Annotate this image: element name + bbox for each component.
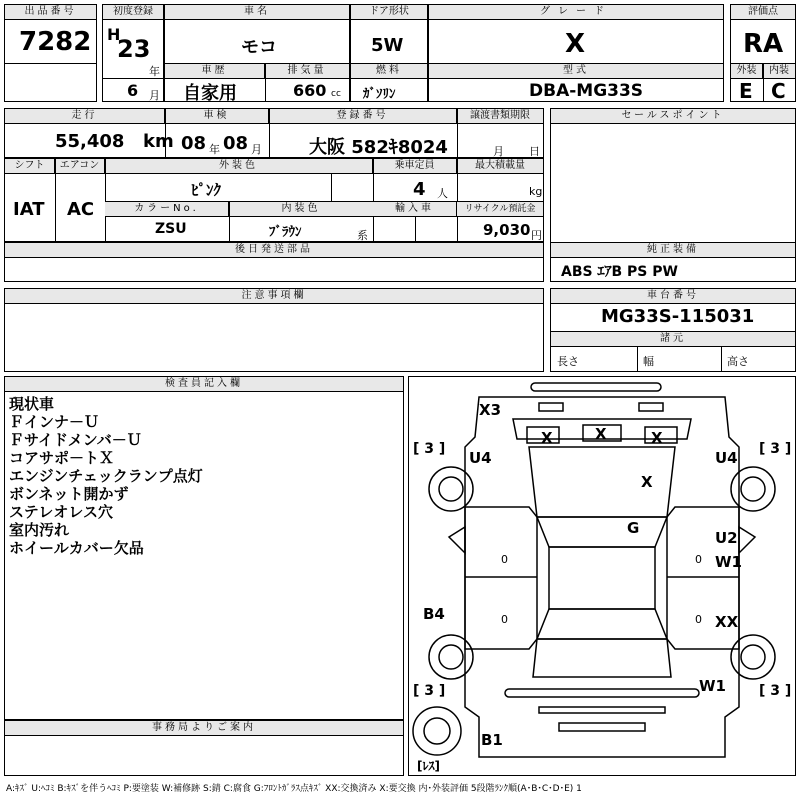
note-line: ボンネット開かず	[9, 485, 129, 503]
inspector-box	[4, 376, 404, 720]
tire-depth-rear-left: [ 3 ]	[413, 683, 446, 699]
ac-label: エアコン	[55, 159, 105, 174]
divider	[373, 159, 374, 241]
divider	[457, 159, 458, 241]
shift: IAT	[13, 199, 45, 220]
note-line: エンジンチェックランプ点灯	[9, 467, 203, 485]
equipment-box	[550, 242, 796, 282]
specs-label: 諸元	[551, 332, 795, 347]
office-box	[4, 720, 404, 776]
tire-depth-front-left: [ 3 ]	[413, 441, 446, 457]
score-label: 評価点	[731, 5, 795, 20]
chassis-box	[550, 288, 796, 372]
wheel-rear-left	[439, 645, 463, 669]
later-parts-box	[4, 242, 544, 282]
fuel-label: 燃料	[351, 64, 427, 79]
plate-number: 大阪 582ｷ8024	[309, 137, 448, 158]
rear-bumper-strip	[539, 707, 665, 713]
reg-year: 23	[117, 35, 151, 63]
inspection-label: 車検	[165, 109, 269, 124]
car-name: モコ	[241, 37, 277, 58]
divider	[5, 63, 96, 64]
car-name-label: 車名	[165, 5, 349, 20]
max-load-unit: kg	[529, 185, 543, 198]
inspection-year-unit: 年	[209, 143, 220, 156]
note-line: 現状車	[9, 395, 55, 413]
rear-plate	[559, 723, 645, 731]
note-line: Ｆインナ－Ｕ	[9, 413, 100, 431]
mark-xx: XX	[715, 613, 739, 631]
divider	[55, 159, 56, 241]
mark-b4: B4	[423, 605, 445, 623]
divider	[415, 216, 416, 241]
mileage-row	[4, 108, 544, 158]
tire-rear-right	[731, 635, 775, 679]
tire-depth-rear-right: [ 3 ]	[759, 683, 792, 699]
mark-zero: 0	[501, 553, 508, 566]
note-line: Ｆサイドメンバ－Ｕ	[9, 431, 142, 449]
legend: A:ｷｽﾞ U:ﾍｺﾐ B:ｷｽﾞを伴うﾍｺﾐ P:要塗装 W:補修跡 S:錆 C:腐食 G:ﾌﾛﾝﾄｶﾞﾗｽ点ｷｽﾞ XX:交換済み X:要交換 内･外装評価 5段階ﾗﾝｸ順(A･B･C･D･E) 1	[6, 784, 582, 794]
grade-label: グレード	[429, 5, 723, 20]
month-unit: 月	[149, 89, 160, 102]
mileage-unit: km	[143, 131, 174, 152]
divider	[721, 346, 722, 371]
door-type: 5W	[371, 35, 404, 56]
interior-color: ﾌﾞﾗｳﾝ	[269, 225, 302, 240]
era: H	[107, 25, 121, 44]
recycle-fee: 9,030	[483, 221, 531, 239]
left-side	[465, 507, 537, 649]
inspection-month: 08	[223, 133, 249, 154]
history: 自家用	[183, 83, 237, 104]
mark-hood: X	[641, 473, 653, 491]
divider	[105, 159, 106, 241]
divider	[229, 202, 230, 241]
recycle-unit: 円	[531, 229, 542, 242]
equipment-label: 純正装備	[551, 243, 795, 258]
spare-wheel	[424, 718, 450, 744]
door-box	[350, 4, 428, 102]
notes-box	[4, 288, 544, 372]
first-reg-label: 初度登録	[103, 5, 163, 20]
lot-number-label: 出品番号	[5, 5, 96, 20]
interior-label: 内装	[763, 64, 795, 79]
plate-label: 登録番号	[269, 109, 457, 124]
note-line: ステレオレス穴	[9, 503, 113, 521]
recycle-label: リサイクル預託金	[457, 202, 543, 217]
mark-x3: X3	[479, 401, 502, 419]
color-label: 外装色	[105, 159, 373, 174]
capacity-label: 乗車定員	[373, 159, 457, 174]
door-label: ドア形状	[351, 5, 427, 20]
chassis-number: MG33S-115031	[601, 306, 755, 327]
car-diagram-box	[408, 376, 796, 776]
note-line: コアサポ－トＸ	[9, 449, 115, 467]
fuel: ｶﾞｿﾘﾝ	[363, 87, 396, 102]
grade: X	[565, 29, 586, 59]
tire-rear-left	[429, 635, 473, 679]
wheel-front-right	[741, 477, 765, 501]
divider	[637, 346, 638, 371]
displacement-unit: cc	[331, 89, 341, 99]
interior-color-unit: 系	[357, 229, 368, 242]
hood-panel	[529, 447, 675, 517]
mark-glass-mid: X	[595, 425, 607, 443]
displacement-label: 排気量	[265, 64, 349, 79]
mark-glass-left: X	[541, 429, 553, 447]
score-box	[730, 4, 796, 102]
grade-box	[428, 4, 724, 102]
car-name-box	[164, 4, 350, 102]
chassis-label: 車台番号	[551, 289, 795, 304]
mark-zero: 0	[501, 613, 508, 626]
color-no-label: カラーNo.	[105, 202, 229, 217]
length-label: 長さ	[557, 355, 579, 368]
lot-number-box	[4, 4, 97, 102]
mark-u2: U2	[715, 529, 738, 547]
inspection-month-unit: 月	[251, 143, 262, 156]
inspector-label: 検査員記入欄	[5, 377, 403, 392]
exterior-label: 外装	[731, 64, 763, 79]
model-code: DBA-MG33S	[529, 81, 644, 101]
year-unit: 年	[149, 65, 160, 78]
max-load-label: 最大積載量	[457, 159, 543, 174]
spare-tire-status: [ﾚｽ]	[417, 759, 440, 773]
wheel-front-left	[439, 477, 463, 501]
spare-tire	[413, 707, 461, 755]
mark-w1-upper: W1	[715, 553, 742, 571]
exterior-color: ﾋﾟﾝｸ	[191, 181, 222, 199]
equipment: ABS ｴｱB PS PW	[561, 264, 678, 280]
inspector-notes	[9, 395, 203, 557]
later-parts-label: 後日発送部品	[5, 243, 543, 258]
tire-front-left	[429, 467, 473, 511]
capacity-unit: 人	[437, 187, 448, 200]
rear-bumper-bar	[505, 689, 699, 697]
mark-zero: 0	[695, 613, 702, 626]
divider	[269, 109, 270, 157]
inspection-year: 08	[181, 133, 207, 154]
mark-u4-right: U4	[715, 449, 738, 467]
mileage-label: 走行	[5, 109, 165, 124]
transfer-label: 譲渡書類期限	[457, 109, 543, 124]
mark-zero: 0	[695, 553, 702, 566]
windshield	[537, 517, 667, 547]
capacity: 4	[413, 179, 426, 200]
width-label: 幅	[643, 355, 654, 368]
front-plate-left	[539, 403, 563, 411]
roof	[549, 547, 655, 609]
divider	[331, 173, 332, 201]
left-mirror	[449, 527, 465, 553]
divider	[103, 78, 163, 79]
lot-number: 7282	[19, 27, 92, 57]
office-label: 事務局よりご案内	[5, 721, 403, 736]
mark-roof: G	[627, 519, 640, 537]
rear-hatch	[533, 639, 671, 677]
front-bumper-bar	[531, 383, 661, 391]
sales-points-label: セールスポイント	[551, 109, 795, 124]
front-plate-right	[639, 403, 663, 411]
mark-b1: B1	[481, 731, 503, 749]
transfer-month-unit: 月	[493, 145, 504, 158]
divider	[265, 64, 266, 101]
sales-points-box	[550, 108, 796, 258]
tire-depth-front-right: [ 3 ]	[759, 441, 792, 457]
mileage: 55,408	[55, 131, 125, 152]
mark-glass-right: X	[651, 429, 663, 447]
height-label: 高さ	[727, 355, 749, 368]
interior-score: C	[771, 79, 786, 103]
rear-window	[537, 609, 667, 639]
color-number: ZSU	[155, 221, 187, 237]
divider	[457, 109, 458, 157]
displacement: 660	[293, 81, 327, 100]
import-label: 輸入車	[373, 202, 457, 217]
score: RA	[743, 29, 784, 59]
notes-label: 注意事項欄	[5, 289, 543, 304]
divider	[763, 64, 764, 101]
interior-color-label: 内装色	[229, 202, 373, 217]
ac: AC	[67, 199, 95, 220]
history-label: 車歴	[165, 64, 265, 79]
transfer-day-unit: 日	[529, 145, 540, 158]
mark-w1-lower: W1	[699, 677, 726, 695]
note-line: 室内汚れ	[9, 521, 70, 539]
spec-row	[4, 158, 544, 242]
reg-month: 6	[127, 81, 139, 100]
exterior-score: E	[739, 79, 753, 103]
wheel-rear-right	[741, 645, 765, 669]
first-registration-box	[102, 4, 164, 102]
tire-front-right	[731, 467, 775, 511]
model-label: 型式	[429, 64, 723, 79]
right-mirror	[739, 527, 755, 553]
note-line: ホイールカバー欠品	[9, 539, 144, 557]
shift-label: シフト	[5, 159, 55, 174]
mark-u4-left: U4	[469, 449, 492, 467]
